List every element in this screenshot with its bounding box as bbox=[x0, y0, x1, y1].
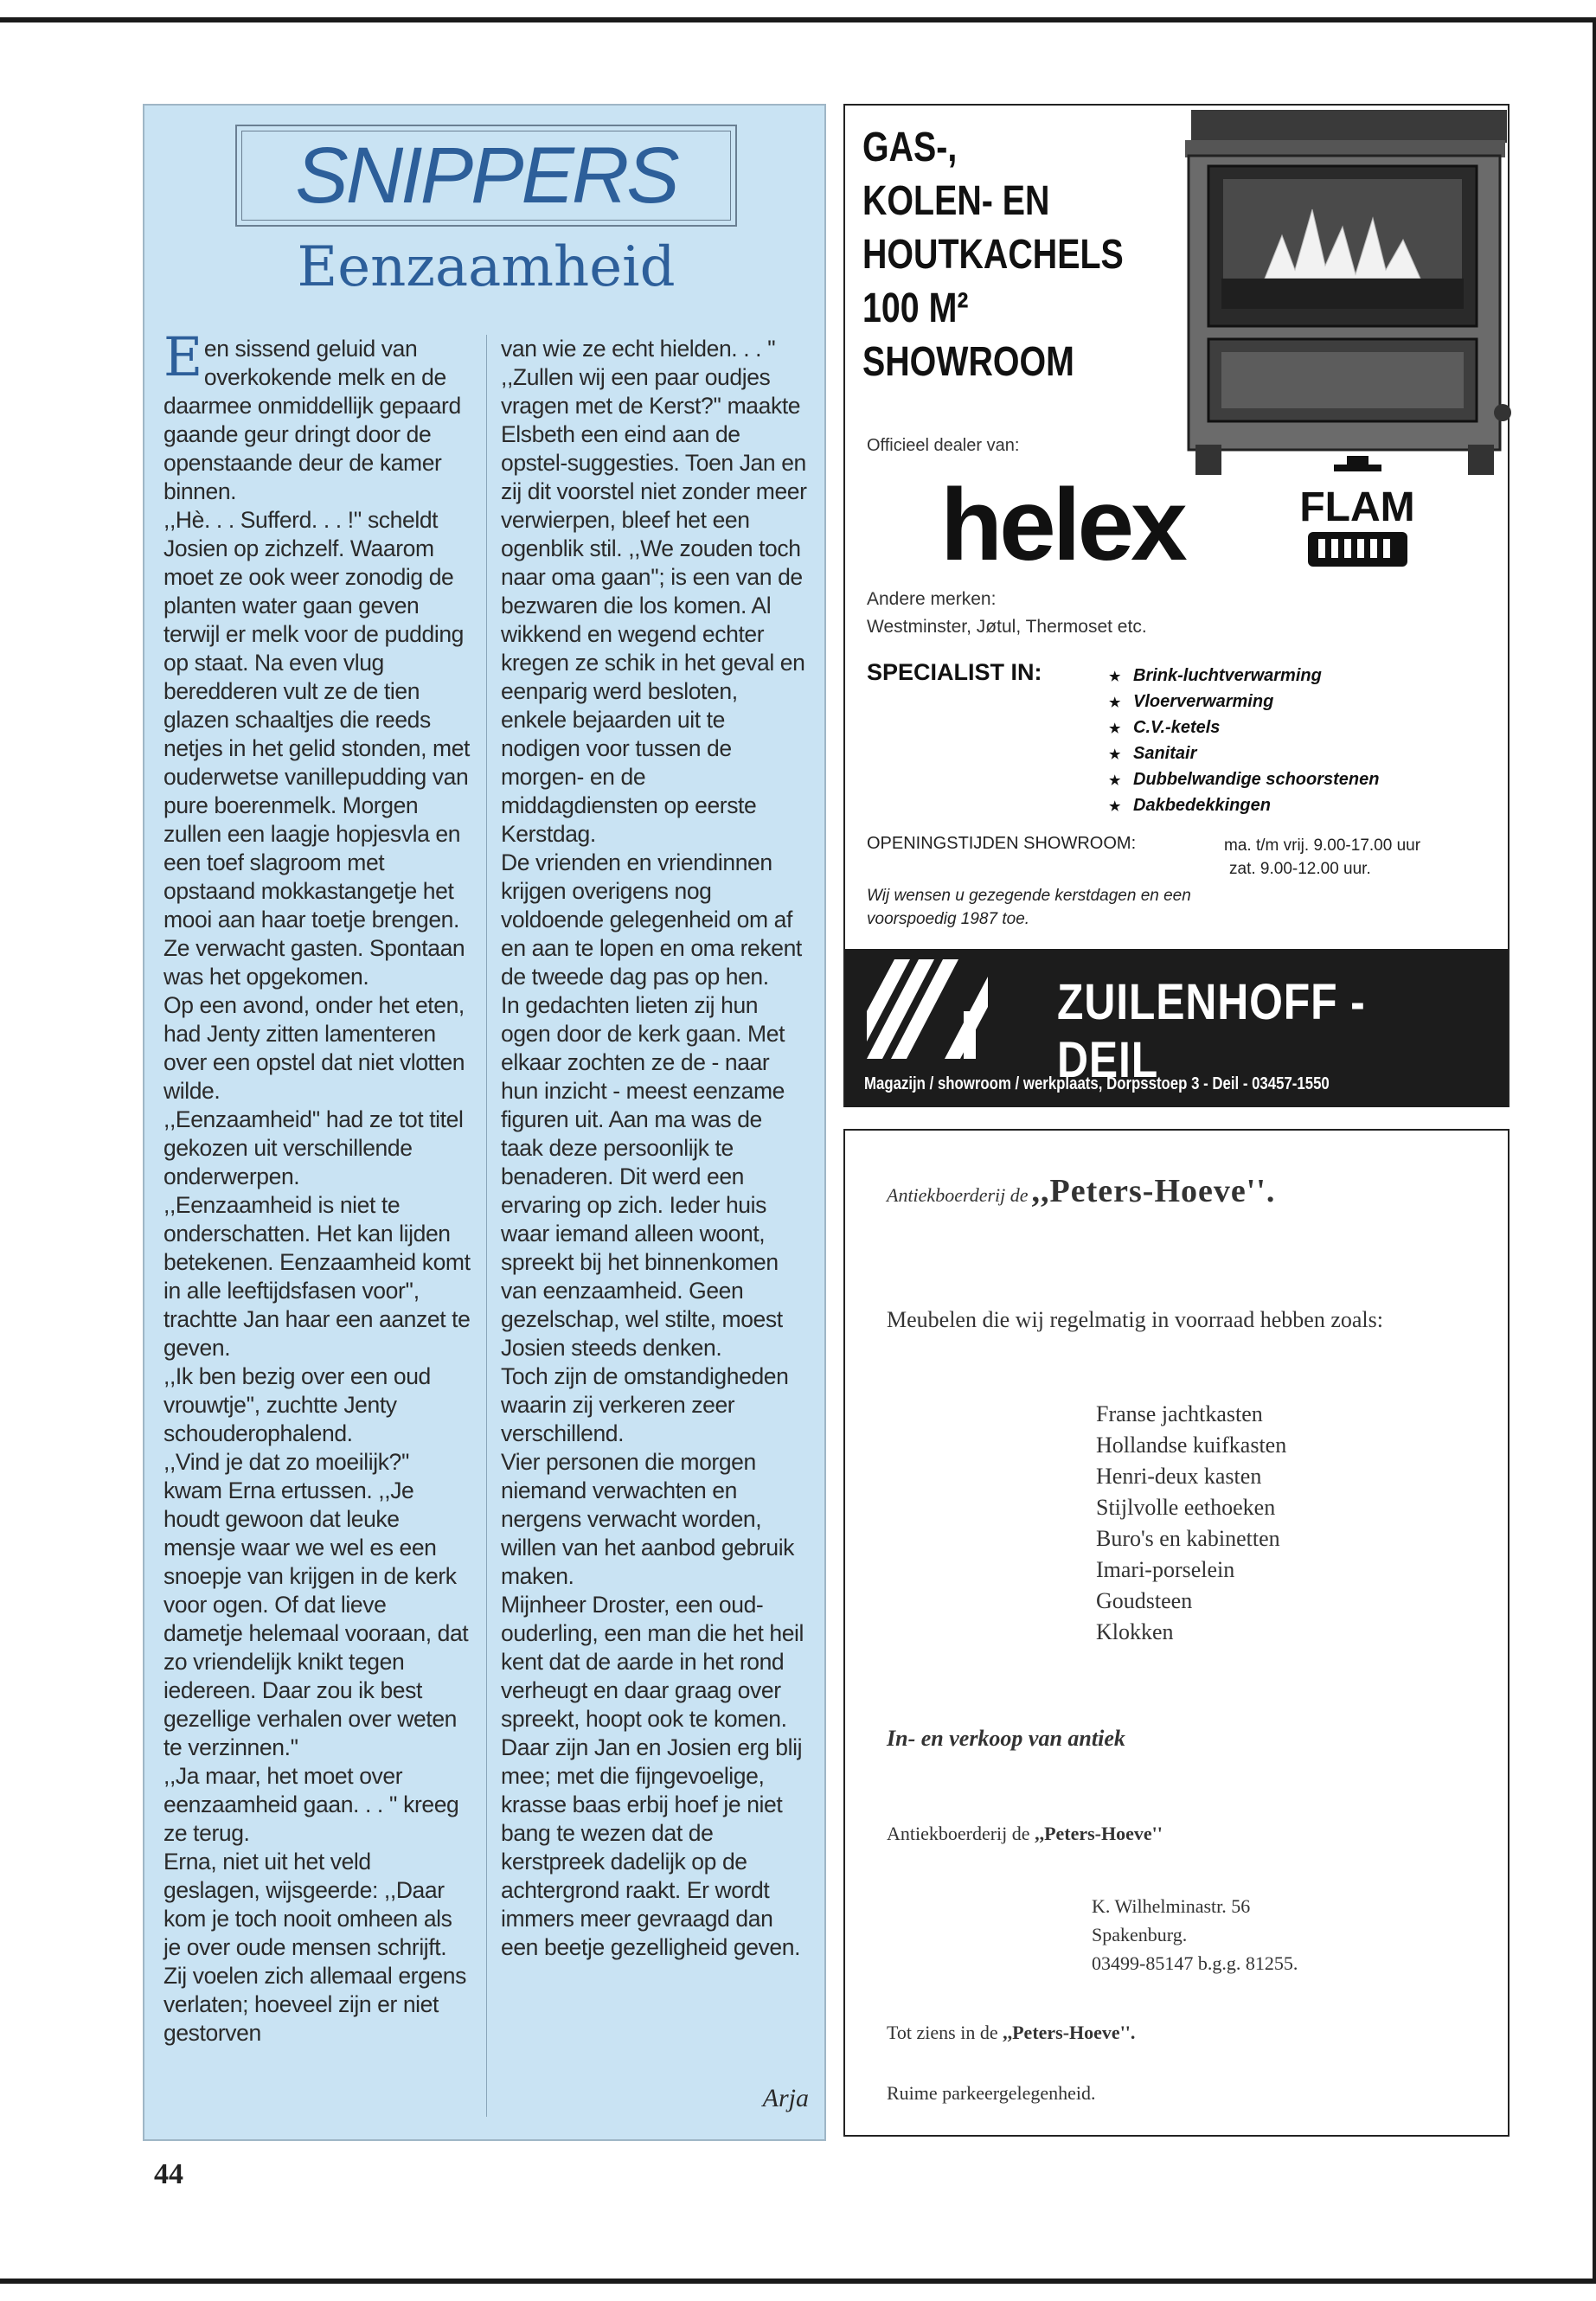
article-paragraph: ,,Hè. . . Sufferd. . . !'' scheldt Josien op zichzelf. Waarom moet ze ook weer zonodig de planten water gaan geven terwijl er melk voor de pudding op staat. Na even vlug beredderen vult ze de tien glazen schaaltjes die reeds netjes in het gelid stonden, met ouderwetse vanillepudding van pure boerenmelk. Morgen zullen een laagje hopjesvla en een toef slagroom met opstaand mokkastangetje het mooi aan haar toetje brengen. Ze verwacht gasten. Spontaan was het opgekomen. bbox=[163, 507, 471, 990]
article-paragraph: Op een avond, onder het eten, had Jenty zitten lamenteren over een opstel dat niet vlotten wilde. bbox=[163, 992, 465, 1104]
stove-advertisement bbox=[843, 104, 1509, 1107]
stove-headline: GAS-, KOLEN- EN HOUTKACHELS 100 M² SHOWROOM bbox=[862, 125, 1124, 385]
article-paragraph: Erna, niet uit het veld geslagen, wijsgeerde: ,,Daar kom je toch nooit omheen als je over oude mensen schrijft. Zij voelen zich allemaal ergens verlaten; hoeveel zijn er niet gestorven bbox=[163, 1849, 466, 2046]
antique-items-list bbox=[1096, 1399, 1286, 1648]
flam-logo bbox=[1299, 456, 1416, 581]
specialties-list bbox=[1109, 663, 1379, 819]
article-paragraph: van wie ze echt hielden. . . '' bbox=[501, 336, 776, 362]
article-paragraph: Daar zijn Jan en Josien erg blij mee; met die fijngevoelige, krasse baas erbij hoef je niet bang te wezen dat de kerstpreek dadelijk op de achtergrond raakt. Er wordt immers meer gevraagd dan een beetje gezelligheid geven. bbox=[501, 1734, 803, 1960]
antique-intro: Meubelen die wij regelmatig in voorraad hebben zoals: bbox=[887, 1307, 1383, 1332]
article-paragraph: ,,Eenzaamheid is niet te onderschatten. Het kan lijden betekenen. Eenzaamheid komt in alle leeftijdsfasen voor'', trachtte Jan haar een aanzet te geven. bbox=[163, 1192, 471, 1361]
list-item: Henri-deux kasten bbox=[1096, 1464, 1262, 1489]
article-paragraph: ,,Vind je dat zo moeilijk?'' kwam Erna ertussen. ,,Je houdt gewoon dat leuke mensje waar we wel es een snoepje van krijgen in de kerk voor ogen. Of dat lieve dametje helemaal vooraan, dat zo vriendelijk knikt tegen iedereen. Daar zou ik best gezellige verhalen over weten te verzinnen.'' bbox=[163, 1449, 469, 1760]
article-paragraph: Toch zijn de omstandigheden waarin zij verkeren zeer verschillend. bbox=[501, 1363, 789, 1446]
specialist-label: SPECIALIST IN: bbox=[867, 659, 1042, 685]
article-paragraph: Vier personen die morgen niemand verwachten en nergens verwacht worden, willen van het aanbod gebruik maken. bbox=[501, 1449, 795, 1589]
list-item: Hollandse kuifkasten bbox=[1096, 1433, 1287, 1458]
antique-advertisement bbox=[843, 1129, 1509, 2137]
antique-see-you: Tot ziens in de ,,Peters-Hoeve''. bbox=[887, 2022, 1136, 2043]
article-author: Arja bbox=[762, 2084, 809, 2112]
dealer-label: Officieel dealer van: bbox=[867, 436, 1020, 455]
list-item: ★ Dakbedekkingen bbox=[1109, 793, 1379, 819]
snippers-title: SNIPPERS bbox=[295, 131, 677, 220]
list-item: Franse jachtkasten bbox=[1096, 1401, 1263, 1426]
season-greeting: Wij wensen u gezegende kerstdagen en een voorspoedig 1987 toe. bbox=[867, 887, 1191, 928]
stove-illustration bbox=[1170, 106, 1511, 478]
article-paragraph: ,,Ik ben bezig over een oud vrouwtje'', zuchtte Jenty schouderophalend. bbox=[163, 1363, 431, 1446]
article-paragraph: ,,Zullen wij een paar oudjes vragen met de Kerst?'' maakte Elsbeth een eind aan de opstel-suggesties. Toen Jan en zij dit voorstel niet zonder meer verwierpen, bleef het een ogenblik stil. ,,We zouden toch naar oma gaan''; is een van de bezwaren die los komen. Al wikkend en wegend echter kregen ze schik in het geval en eenparig werd besloten, enkele bejaarden uit te nodigen voor tussen de morgen- en de middagdiensten op eerste Kerstdag. bbox=[501, 364, 807, 847]
article-paragraph: Een sissend geluid van overkokende melk en de daarmee onmiddellijk gepaard gaande geur dringt door de openstaande deur de kamer binnen. bbox=[163, 325, 461, 504]
list-item: Imari-porselein bbox=[1096, 1557, 1235, 1582]
article-column-1 bbox=[163, 325, 471, 2048]
article-paragraph: In gedachten lieten zij hun ogen door de kerk gaan. Met elkaar zochten ze de - naar hun inzicht - meest eenzame figuren uit. Aan ma was de taak deze persoonlijk te benaderen. Dit werd een ervaring op zich. Ieder huis waar iemand alleen woont, spreekt bij het binnenkomen van eenzaamheid. Geen gezelschap, wel stilte, moest Josien steeds denken. bbox=[501, 992, 785, 1361]
company-address: Magazijn / showroom / werkplaats, Dorpsstoep 3 - Deil - 03457-1550 bbox=[864, 1074, 1330, 1093]
svg-text:FLAM: FLAM bbox=[1299, 484, 1415, 530]
list-item: Klokken bbox=[1096, 1619, 1174, 1644]
opening-hours: ma. t/m vrij. 9.00-17.00 uur zat. 9.00-12.00 uur. bbox=[1224, 836, 1421, 878]
drop-cap: E bbox=[163, 325, 202, 388]
list-item: ★ Vloerverwarming bbox=[1109, 689, 1379, 715]
antique-address: K. Wilhelminastr. 56 Spakenburg. 03499-85147 b.g.g. 81255. bbox=[1092, 1895, 1298, 1974]
snippers-article bbox=[143, 104, 826, 2141]
page-number: 44 bbox=[154, 2158, 183, 2190]
article-paragraph: Mijnheer Droster, een oud-ouderling, een man die het heil kent dat de aarde in het rond verheugt en daar graag over spreekt, hoopt ook te komen. bbox=[501, 1592, 804, 1732]
helex-logo: helex bbox=[940, 468, 1184, 582]
antique-tagline: In- en verkoop van antiek bbox=[887, 1726, 1125, 1751]
article-paragraph: De vrienden en vriendinnen krijgen overigens nog voldoende gelegenheid om af en aan te lopen en oma rekent de tweede dag pas op hen. bbox=[501, 849, 802, 990]
snippers-title-box bbox=[235, 125, 737, 227]
list-item: ★ Sanitair bbox=[1109, 741, 1379, 767]
hours-label: OPENINGSTIJDEN SHOWROOM: bbox=[867, 834, 1137, 853]
list-item: ★ Brink-luchtverwarming bbox=[1109, 663, 1379, 689]
list-item: Goudsteen bbox=[1096, 1588, 1193, 1613]
list-item: Stijlvolle eethoeken bbox=[1096, 1495, 1276, 1520]
company-name: ZUILENHOFF - DEIL bbox=[1057, 974, 1366, 1088]
other-brands: Andere merken: Westminster, Jøtul, Thermoset etc. bbox=[867, 589, 1147, 637]
article-paragraph: ,,Ja maar, het moet over eenzaamheid gaan. . . '' kreeg ze terug. bbox=[163, 1763, 459, 1846]
zuilenhoff-logo bbox=[867, 959, 988, 1059]
list-item: ★ Dubbelwandige schoorstenen bbox=[1109, 767, 1379, 793]
antique-heading: Antiekboerderij de ,,Peters-Hoeve''. bbox=[887, 1173, 1276, 1209]
list-item: ★ C.V.-ketels bbox=[1109, 715, 1379, 741]
company-banner bbox=[845, 949, 1508, 1107]
article-column-2 bbox=[501, 335, 808, 1962]
antique-parking: Ruime parkeergelegenheid. bbox=[887, 2082, 1096, 2104]
article-subtitle: Eenzaamheid bbox=[297, 235, 676, 299]
article-paragraph: ,,Eenzaamheid'' had ze tot titel gekozen uit verschillende onderwerpen. bbox=[163, 1106, 464, 1189]
list-item: Buro's en kabinetten bbox=[1096, 1526, 1280, 1551]
column-divider bbox=[486, 335, 487, 2117]
antique-name-line: Antiekboerderij de ,,Peters-Hoeve'' bbox=[887, 1823, 1163, 1844]
